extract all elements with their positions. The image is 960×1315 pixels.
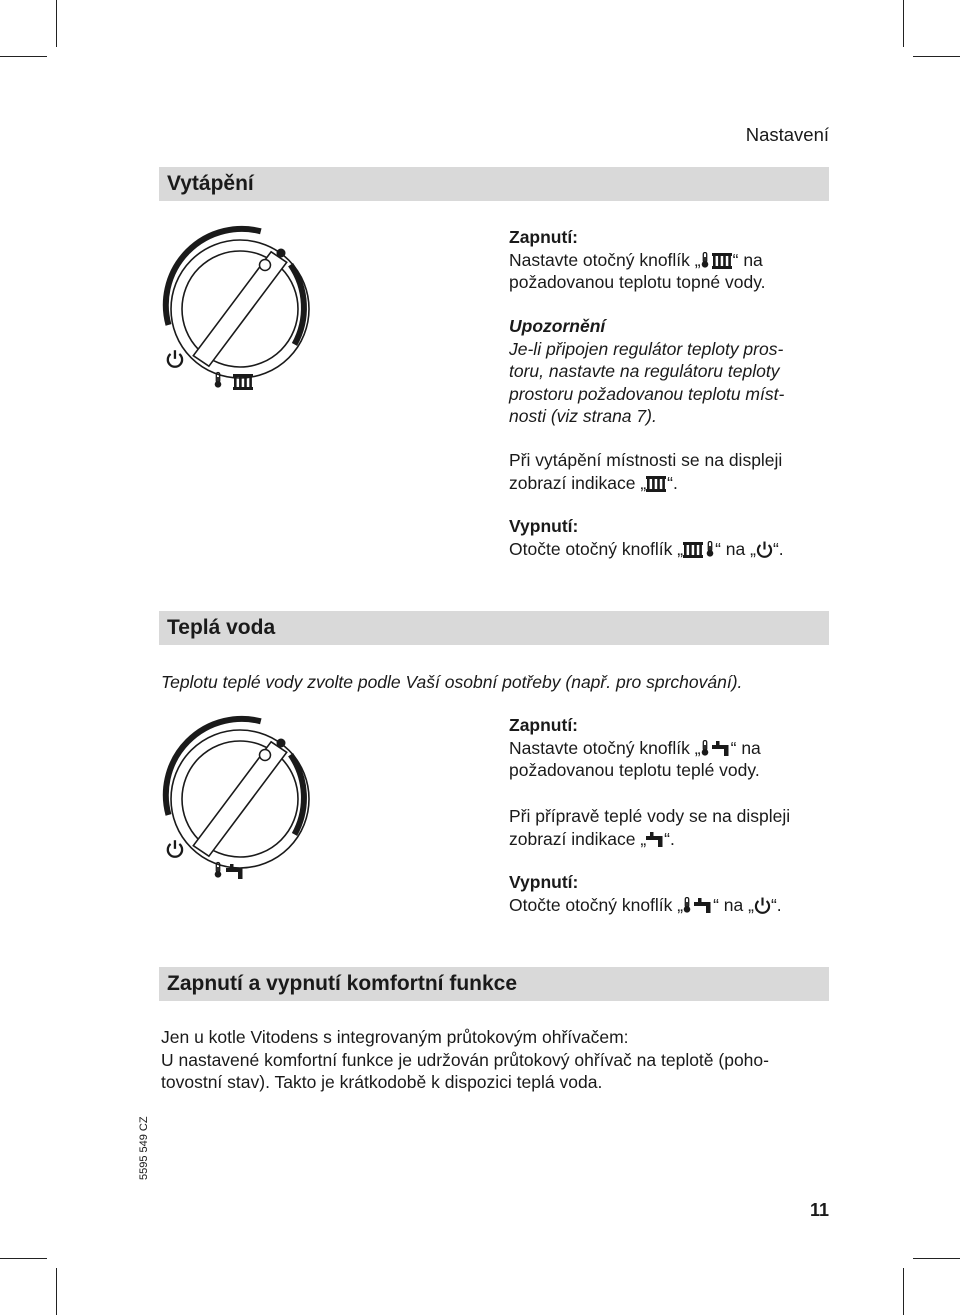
crop-mark: [903, 0, 904, 47]
thermometer-radiator-icon: [701, 252, 733, 269]
thermometer-tap-icon: [683, 897, 713, 914]
text: Nastavte otočný knoflík „: [509, 249, 701, 270]
heating-off-line: [509, 538, 829, 561]
page-header: Nastavení: [745, 124, 829, 145]
hot-water-on-line1: [509, 737, 829, 760]
heating-off-label: Vypnutí:: [509, 516, 579, 536]
text: Nastavte otočný knoflík „: [509, 737, 701, 758]
note-line: prostoru požadovanou teplotu míst-: [509, 383, 785, 404]
text: “ na: [732, 249, 763, 270]
power-icon: [168, 350, 182, 367]
section-title: Teplá voda: [167, 616, 276, 639]
hot-water-off-label: Vypnutí:: [509, 872, 579, 892]
comfort-line: U nastavené komfortní funkce je udržován průtokový ohřívač na teplotě (poho-: [161, 1049, 769, 1070]
page-number: 11: [809, 1200, 829, 1220]
hot-water-off-block: [509, 871, 829, 916]
crop-mark: [0, 1258, 47, 1259]
heating-dial: [158, 222, 318, 402]
note-label: Upozornění: [509, 316, 606, 336]
text: “ na „: [713, 894, 754, 915]
text: “.: [772, 538, 784, 559]
text: “.: [770, 894, 782, 915]
text: “ na „: [715, 538, 756, 559]
crop-mark: [903, 1268, 904, 1315]
text: “.: [664, 828, 675, 849]
hot-water-on-label: Zapnutí:: [509, 715, 579, 735]
tap-icon: [646, 831, 664, 848]
display-line2: [509, 472, 829, 495]
hot-water-display-block: [509, 805, 829, 850]
comfort-line: Jen u kotle Vitodens s integrovaným průtokovým ohřívačem:: [161, 1027, 629, 1047]
note-line: Je-li připojen regulátor teploty pros-: [509, 338, 784, 359]
section-title: Zapnutí a vypnutí komfortní funkce: [167, 972, 518, 995]
crop-mark: [56, 1268, 57, 1315]
radiator-icon: [233, 374, 253, 390]
text: zobrazí indikace „: [509, 828, 647, 849]
hot-water-on-block: [509, 714, 829, 782]
heating-note-block: [509, 315, 829, 428]
crop-mark: [913, 56, 960, 57]
heating-on-line1: [509, 249, 829, 272]
hot-water-dial: [158, 712, 318, 892]
radiator-thermometer-icon: [683, 541, 715, 558]
crop-mark: [56, 0, 57, 47]
hot-water-off-line: [509, 894, 829, 917]
text: Otočte otočný knoflík „: [509, 538, 684, 559]
heating-off-block: [509, 515, 829, 560]
section-heading-comfort: [159, 967, 829, 1001]
heating-on-label: Zapnutí:: [509, 227, 579, 247]
note-line: toru, nastavte na regulátoru teploty: [509, 361, 780, 381]
text: “.: [667, 472, 678, 493]
text: zobrazí indikace „: [509, 472, 647, 493]
radiator-icon: [646, 475, 667, 492]
display-line1: Při přípravě teplé vody se na displeji: [509, 806, 791, 826]
text: Otočte otočný knoflík „: [509, 894, 684, 915]
section-title: Vytápění: [167, 172, 254, 195]
document-number: 5595 549 CZ: [138, 1116, 150, 1180]
comfort-text: [161, 1026, 769, 1094]
section-heading-heating: [159, 167, 829, 201]
thermometer-tap-icon: [701, 740, 731, 757]
crop-mark: [913, 1258, 960, 1259]
comfort-line: tovostní stav). Takto je krátkodobě k dispozici teplá voda.: [161, 1072, 603, 1092]
note-line: nosti (viz strana 7).: [509, 406, 657, 426]
power-icon: [168, 840, 182, 857]
hot-water-intro: Teplotu teplé vody zvolte podle Vaší osobní potřeby (např. pro sprchování).: [161, 672, 743, 692]
heating-display-block: [509, 449, 829, 494]
text: “ na: [730, 737, 761, 758]
display-line2: [509, 828, 829, 851]
heating-on-block: [509, 226, 829, 294]
section-heading-hot-water: [159, 611, 829, 645]
hot-water-on-line2: požadovanou teplotu teplé vody.: [509, 760, 760, 780]
power-icon: [756, 541, 773, 558]
power-icon: [754, 897, 771, 914]
display-line1: Při vytápění místnosti se na displeji: [509, 450, 783, 470]
crop-mark: [0, 56, 47, 57]
heating-on-line2: požadovanou teplotu topné vody.: [509, 272, 766, 292]
